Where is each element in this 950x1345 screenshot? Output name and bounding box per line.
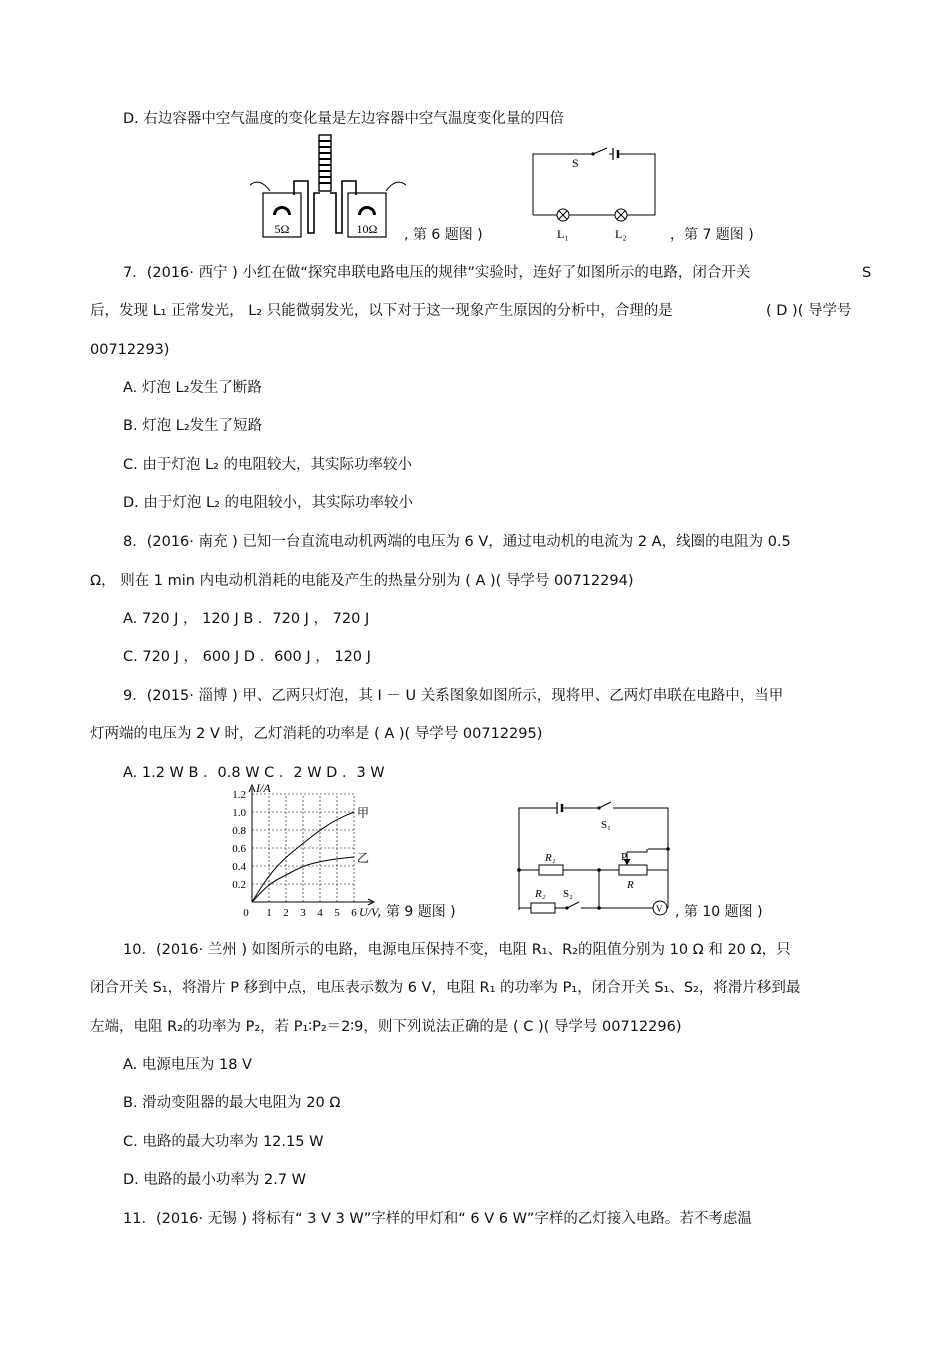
fig10-r-label: R: [627, 879, 634, 891]
chart9-ytick: 0.8: [232, 825, 246, 837]
figure-7-series-circuit: [525, 140, 665, 244]
caption-fig7: ，第 7 题图 ): [670, 227, 754, 243]
chart9-xtick: 5: [334, 907, 340, 919]
figure-10-circuit: [513, 800, 675, 918]
q7-option-d: D. 由于灯泡 L₂ 的电阻较小，其实际功率较小: [123, 495, 413, 511]
figure-9-iu-chart: [222, 780, 380, 922]
chart9-ytick: 0.2: [232, 879, 246, 891]
q7-line2: 后，发现 L₁ 正常发光， L₂ 只能微弱发光，以下对于这一现象产生原因的分析中，合理的是: [90, 303, 673, 319]
chart9-series-line: [252, 857, 354, 902]
chart9-xtick: 2: [283, 907, 289, 919]
chart9-xtick: 1: [266, 907, 272, 919]
fig7-switch-label: S: [572, 156, 579, 170]
fig7-lamp2-label: L₂: [615, 227, 627, 241]
fig6-left-resistance: 5Ω: [274, 222, 290, 236]
q10-option-b: B. 滑动变阻器的最大电阻为 20 Ω: [123, 1095, 341, 1111]
chart9-ytick: 0.4: [232, 861, 246, 873]
fig10-voltmeter-label: V: [656, 904, 663, 914]
chart9-series-label: 乙: [357, 851, 370, 865]
caption-fig10: , 第 10 题图 ): [675, 904, 763, 920]
q11-line1: 11．(2016· 无锡 ) 将标有“ 3 V 3 W”字样的甲灯和“ 6 V 6 W”字样的乙灯接入电路。若不考虑温: [123, 1211, 752, 1227]
q9-options: A. 1.2 W B ．0.8 W C ．2 W D ．3 W: [123, 765, 385, 781]
chart9-xtick: 6: [351, 907, 357, 919]
fig10-s2-label: S₂: [563, 888, 573, 900]
fig7-lamp1-label: L₁: [557, 227, 569, 241]
chart9-ylabel: I/A: [256, 781, 271, 795]
caption-fig6: , 第 6 题图 ): [404, 227, 483, 243]
q8-options-ab: A. 720 J ， 120 J B ．720 J ， 720 J: [123, 611, 370, 627]
q7-option-b: B. 灯泡 L₂发生了短路: [123, 418, 263, 434]
q8-options-cd: C. 720 J ， 600 J D ．600 J ， 120 J: [123, 649, 371, 665]
q10-option-a: A. 电源电压为 18 V: [123, 1057, 252, 1073]
caption-fig9: , 第 9 题图 ): [377, 904, 456, 920]
q7-option-a: A. 灯泡 L₂发生了断路: [123, 380, 262, 396]
q10-line1: 10．(2016· 兰州 ) 如图所示的电路，电源电压保持不变，电阻 R₁、R₂的阻值分别为 10 Ω 和 20 Ω，只: [123, 942, 791, 958]
chart9-xtick: 3: [300, 907, 306, 919]
q10-line3: 左端，电阻 R₂的功率为 P₂，若 P₁∶P₂＝2∶9，则下列说法正确的是 ( C )( 导学号 00712296): [90, 1019, 682, 1035]
figure-6-apparatus: [248, 133, 408, 243]
q7-line2-answer: ( D )( 导学号: [766, 303, 852, 319]
option-6d: D. 右边容器中空气温度的变化量是左边容器中空气温度变化量的四倍: [123, 111, 564, 127]
chart9-xlabel: U/V: [359, 905, 379, 919]
q7-line1: 7．(2016· 西宁 ) 小红在做“探究串联电路电压的规律”实验时，连好了如图所示的电路，闭合开关: [123, 265, 751, 281]
q7-line3: 00712293): [90, 342, 170, 358]
q10-option-d: D. 电路的最小功率为 2.7 W: [123, 1172, 306, 1188]
fig10-r1-label: R₁: [545, 852, 556, 864]
q8-line2: Ω， 则在 1 min 内电动机消耗的电能及产生的热量分别为 ( A )( 导学号 00712294): [90, 573, 634, 589]
chart9-ytick: 0.6: [232, 843, 246, 855]
fig10-s1-label: S₁: [601, 819, 611, 831]
q9-line1: 9．(2015· 淄博 ) 甲、乙两只灯泡，其 I － U 关系图象如图所示，现将甲、乙两灯串联在电路中，当甲: [123, 688, 784, 704]
q7-line1-s: S: [862, 265, 872, 281]
q10-line2: 闭合开关 S₁，将滑片 P 移到中点，电压表示数为 6 V，电阻 R₁ 的功率为 P₁，闭合开关 S₁、S₂，将滑片移到最: [90, 980, 801, 996]
fig6-right-resistance: 10Ω: [356, 222, 378, 236]
chart9-ytick: 1.0: [232, 807, 246, 819]
fig10-r2-label: R₂: [535, 888, 546, 900]
chart9-ytick: 1.2: [232, 789, 246, 801]
q9-line2: 灯两端的电压为 2 V 时，乙灯消耗的功率是 ( A )( 导学号 00712295): [90, 726, 543, 742]
chart9-series-label: 甲: [357, 806, 370, 820]
chart9-xtick: 4: [317, 907, 323, 919]
chart9-xtick: 0: [243, 907, 249, 919]
fig10-p-label: P: [621, 851, 628, 863]
q7-option-c: C. 由于灯泡 L₂ 的电阻较大，其实际功率较小: [123, 457, 412, 473]
q10-option-c: C. 电路的最大功率为 12.15 W: [123, 1134, 324, 1150]
q8-line1: 8．(2016· 南充 ) 已知一台直流电动机两端的电压为 6 V，通过电动机的电流为 2 A，线圈的电阻为 0.5: [123, 534, 791, 550]
